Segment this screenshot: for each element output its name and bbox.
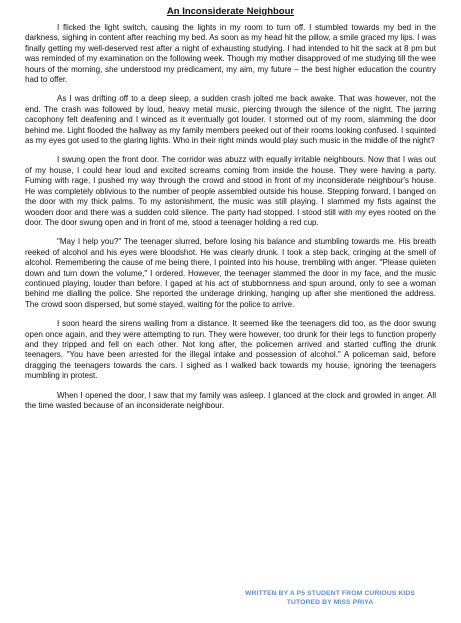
document-title: An Inconsiderate Neighbour: [166, 6, 295, 17]
author-credit-line: WRITTEN BY A P5 STUDENT FROM CURIOUS KIDS: [245, 590, 415, 597]
paragraph-5: I soon heard the sirens wailing from a distance. It seemed like the teenagers did too, as the door swung open once again, and they were attempting to run. They were however, too drunk for their legs to function properly and they tripped and fell on each other. Not long after, the policemen arrived and started cuffing the drunk teenagers. "You have been arrested for the illegal intake and possession of alcohol." A policeman said, before dragging the teenagers towards the cars. I sighed as I walked back towards my house, ignoring the teenagers mumbling in protest.: [25, 319, 436, 381]
tutor-credit-line: TUTORED BY MISS PRIYA: [286, 599, 374, 606]
paragraph-2: As I was drifting off to a deep sleep, a sudden crash jolted me back awake. That was however, not the end. The crash was followed by loud, heavy metal music, piercing through the silence of the night. The jarring cacophony felt deafening and I winced as it eventually got louder. I stormed out of my room, slamming the door behind me. Light flooded the hallway as my family members peeked out of their rooms looking confused. I squinted as my eyes got used to the glaring lights. Who in their right minds would play such music in the middle of the night?: [25, 94, 436, 146]
author-credit: [245, 589, 415, 607]
paragraph-4: "May I help you?" The teenager slurred, before losing his balance and stumbling towards me. His breath reeked of alcohol and his eyes were bloodshot. He was clearly drunk. I took a step back, cringing at the smell of alcohol. Remembering the cause of me being there, I pointed into his house, trembling with anger. "Please quieten down and turn down the volume," I ordered. However, the teenager slammed the door in my face, and the music continued playing, louder than before. I gaped at his act of stubbornness and spun around, only to see a woman behind me dialling the police. She reported the underage drinking, hanging up after she mentioned the address. The crowd soon dispersed, but some stayed, waiting for the police to arrive.: [25, 237, 436, 309]
paragraph-1: I flicked the light switch, causing the lights in my room to turn off. I stumbled towards my bed in the darkness, sighing in content after reaching my bed. As soon as my head hit the pillow, a smile graced my lips. I was finally getting my well-deserved rest after a night of exhausting studying. I had intended to hit the sack at 8 pm but was reminded of my examination on the following week. Though my mother disapproved of me studying till the wee hours of the morning, she understood my predicament, my aim, my future – the best higher education the country had to offer.: [25, 23, 436, 85]
paragraph-3: I swung open the front door. The corridor was abuzz with equally irritable neighbours. Now that I was out of my house, I could hear loud and excited screams coming from inside the house. They were having a party. Fuming with rage, I pushed my way through the crowd and stood in front of my inconsiderate neighbour's house. He was completely oblivious to the number of people assembled outside his house. Stepping forward, I banged on the door with my thick palms. To my astonishment, the music was still playing. I slammed my fists against the wooden door and there was a sudden cold silence. The party had stopped. I stood still with my eyes rooted on the door. The door swung open and in front of me, stood a teenager holding a red cup.: [25, 155, 436, 227]
paragraph-6: When I opened the door, I saw that my family was asleep. I glanced at the clock and growled in anger. All the time wasted because of an inconsiderate neighbour.: [25, 390, 436, 410]
